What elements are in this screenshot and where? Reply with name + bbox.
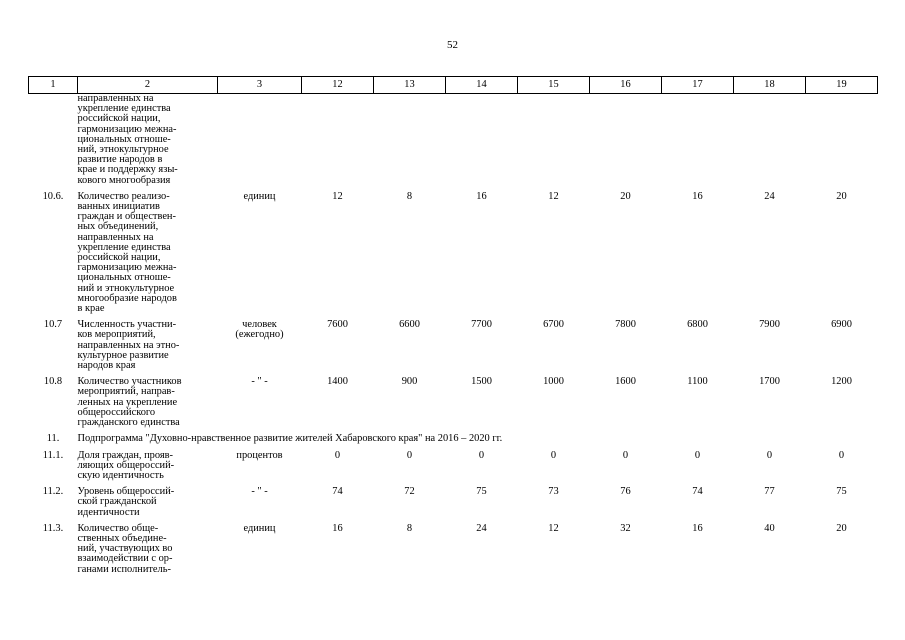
value-cell: 0 xyxy=(334,449,341,461)
column-header: 13 xyxy=(374,77,446,94)
indicator-name-line: российской нации, xyxy=(77,252,161,264)
value-cell: 1200 xyxy=(831,376,852,388)
indicator-name-line: направленных на этно- xyxy=(77,339,180,351)
table-row xyxy=(29,320,878,377)
value-cell: 8 xyxy=(406,190,413,202)
indicator-name-line: в крае xyxy=(77,303,105,315)
table-row xyxy=(29,377,878,434)
indicator-name-line: развитие народов в xyxy=(77,154,163,166)
indicator-name-line: ляющих общероссий- xyxy=(77,459,175,471)
unit-line: (ежегодно) xyxy=(235,329,284,341)
value-cell: 1700 xyxy=(759,376,780,388)
indicator-name-line: ленных на укрепление xyxy=(77,396,178,408)
indicator-name-line: ний, участвующих во xyxy=(77,543,173,555)
value-cell: 0 xyxy=(550,449,557,461)
value-cell: 6700 xyxy=(543,319,564,331)
value-cell: 12 xyxy=(548,522,559,534)
unit-line: единиц xyxy=(243,190,276,202)
indicator-name-line: гармонизацию межна- xyxy=(77,262,177,274)
table-row xyxy=(29,451,878,488)
row-number: 10.7 xyxy=(43,319,63,331)
row-number: 11.2. xyxy=(42,486,64,498)
unit-of-measure xyxy=(218,524,302,581)
indicator-name xyxy=(78,94,218,192)
table-row xyxy=(29,192,878,320)
value-cell: 12 xyxy=(548,190,559,202)
unit-of-measure xyxy=(218,377,302,434)
value-cell: 20 xyxy=(836,190,847,202)
indicator-name-line: Количество обще- xyxy=(77,522,159,534)
value-cell: 0 xyxy=(622,449,629,461)
indicator-name-line: Уровень общероссий- xyxy=(77,486,175,498)
column-header: 17 xyxy=(662,77,734,94)
indicator-name-line: скую идентичность xyxy=(77,469,164,481)
indicator-name-line: циональных отноше- xyxy=(77,133,171,145)
column-header: 18 xyxy=(734,77,806,94)
page-number: 52 xyxy=(447,39,458,51)
table-row xyxy=(29,524,878,581)
unit-of-measure xyxy=(218,451,302,488)
value-cell: 7800 xyxy=(615,319,636,331)
value-cell: 16 xyxy=(692,522,703,534)
value-cell: 75 xyxy=(476,486,487,498)
value-cell: 16 xyxy=(476,190,487,202)
unit-line: - " - xyxy=(251,486,268,498)
subprogram-row xyxy=(29,434,878,450)
value-cell: 0 xyxy=(766,449,773,461)
indicator-name-line: Численность участни- xyxy=(77,319,177,331)
indicator-name-line: граждан и обществен- xyxy=(77,211,176,223)
indicator-name xyxy=(78,320,218,377)
value-cell: 7700 xyxy=(471,319,492,331)
value-cell xyxy=(302,94,374,192)
value-cell: 77 xyxy=(764,486,775,498)
value-cell xyxy=(806,94,878,192)
row-number: 11. xyxy=(46,433,60,445)
indicator-name-line: укрепление единства xyxy=(77,241,171,253)
value-cell: 900 xyxy=(401,376,418,388)
value-cell: 16 xyxy=(692,190,703,202)
value-cell: 8 xyxy=(406,522,413,534)
unit-of-measure xyxy=(218,192,302,320)
value-cell: 24 xyxy=(764,190,775,202)
indicator-name xyxy=(78,377,218,434)
indicator-name-line: ственных объедине- xyxy=(77,532,167,544)
indicator-name-line: ных объединений, xyxy=(77,221,159,233)
indicator-name-line: циональных отноше- xyxy=(77,272,171,284)
unit-line: процентов xyxy=(236,449,283,461)
indicator-name-line: ганами исполнитель- xyxy=(77,563,171,575)
value-cell: 6800 xyxy=(687,319,708,331)
column-header: 1 xyxy=(29,77,78,94)
indicator-name-line: ской гражданской xyxy=(77,496,157,508)
indicator-name-line: Количество участников xyxy=(77,376,182,388)
value-cell: 20 xyxy=(836,522,847,534)
column-header: 12 xyxy=(302,77,374,94)
indicators-table xyxy=(28,76,878,581)
value-cell: 32 xyxy=(620,522,631,534)
indicator-name-line: укрепление единства xyxy=(77,103,171,115)
value-cell: 0 xyxy=(694,449,701,461)
indicator-name xyxy=(78,524,218,581)
value-cell: 75 xyxy=(836,486,847,498)
row-number: 10.6. xyxy=(42,190,64,202)
value-cell xyxy=(446,94,518,192)
unit-line: единиц xyxy=(243,522,276,534)
indicator-name-line: ков мероприятий, xyxy=(77,329,156,341)
indicator-name-line: идентичности xyxy=(77,506,140,518)
table-body xyxy=(29,94,878,581)
value-cell xyxy=(518,94,590,192)
value-cell: 7600 xyxy=(327,319,348,331)
indicator-name-line: кового многообразия xyxy=(77,174,171,186)
unit-of-measure xyxy=(218,94,302,192)
column-header: 16 xyxy=(590,77,662,94)
unit-line: - " - xyxy=(251,376,268,388)
row-number xyxy=(29,94,78,192)
indicator-name xyxy=(78,192,218,320)
column-header: 14 xyxy=(446,77,518,94)
indicator-name-line: направленных на xyxy=(77,93,154,104)
indicator-name-line: культурное развитие xyxy=(77,349,169,361)
value-cell: 1600 xyxy=(615,376,636,388)
value-cell xyxy=(662,94,734,192)
row-number: 10.8 xyxy=(43,376,63,388)
unit-line: человек xyxy=(242,319,277,331)
value-cell: 6900 xyxy=(831,319,852,331)
value-cell: 16 xyxy=(332,522,343,534)
row-number: 11.3. xyxy=(42,522,64,534)
subprogram-title: Подпрограмма "Духовно-нравственное развитие жителей Хабаровского края" на 2016 – 2020 гг. xyxy=(77,433,503,445)
value-cell: 0 xyxy=(406,449,413,461)
indicator-name xyxy=(78,487,218,524)
table-row xyxy=(29,487,878,524)
value-cell: 1500 xyxy=(471,376,492,388)
value-cell: 76 xyxy=(620,486,631,498)
value-cell: 74 xyxy=(332,486,343,498)
indicator-name-line: Доля граждан, прояв- xyxy=(77,449,174,461)
unit-of-measure xyxy=(218,487,302,524)
column-header: 15 xyxy=(518,77,590,94)
value-cell xyxy=(734,94,806,192)
indicator-name-line: взаимодействии с ор- xyxy=(77,553,173,565)
indicator-name xyxy=(78,451,218,488)
indicator-name-line: направленных на xyxy=(77,231,154,243)
indicator-name-line: общероссийского xyxy=(77,406,156,418)
column-header: 2 xyxy=(78,77,218,94)
indicator-name-line: ний и этнокультурное xyxy=(77,282,175,294)
row-number: 11.1. xyxy=(42,449,64,461)
indicator-name-line: народов края xyxy=(77,360,136,372)
value-cell xyxy=(374,94,446,192)
value-cell: 20 xyxy=(620,190,631,202)
value-cell: 40 xyxy=(764,522,775,534)
value-cell: 0 xyxy=(838,449,845,461)
value-cell: 7900 xyxy=(759,319,780,331)
value-cell: 1100 xyxy=(687,376,708,388)
value-cell: 24 xyxy=(476,522,487,534)
column-header: 3 xyxy=(218,77,302,94)
value-cell: 72 xyxy=(404,486,415,498)
value-cell: 74 xyxy=(692,486,703,498)
indicator-name-line: гражданского единства xyxy=(77,417,180,429)
indicator-name-line: ний, этнокультурное xyxy=(77,144,169,156)
column-header: 19 xyxy=(806,77,878,94)
value-cell: 0 xyxy=(478,449,485,461)
value-cell: 12 xyxy=(332,190,343,202)
indicator-name-line: Количество реализо- xyxy=(77,190,170,202)
value-cell: 6600 xyxy=(399,319,420,331)
indicator-name-line: многообразие народов xyxy=(77,292,177,304)
value-cell xyxy=(590,94,662,192)
value-cell: 73 xyxy=(548,486,559,498)
indicator-name-line: ванных инициатив xyxy=(77,201,160,213)
indicator-name-line: гармонизацию межна- xyxy=(77,123,177,135)
indicator-name-line: мероприятий, направ- xyxy=(77,386,175,398)
table-header-row xyxy=(29,77,878,94)
unit-of-measure xyxy=(218,320,302,377)
table-row xyxy=(29,94,878,192)
value-cell: 1000 xyxy=(543,376,564,388)
indicator-name-line: крае и поддержку язы- xyxy=(77,164,178,176)
indicator-name-line: российской нации, xyxy=(77,113,161,125)
value-cell: 1400 xyxy=(327,376,348,388)
